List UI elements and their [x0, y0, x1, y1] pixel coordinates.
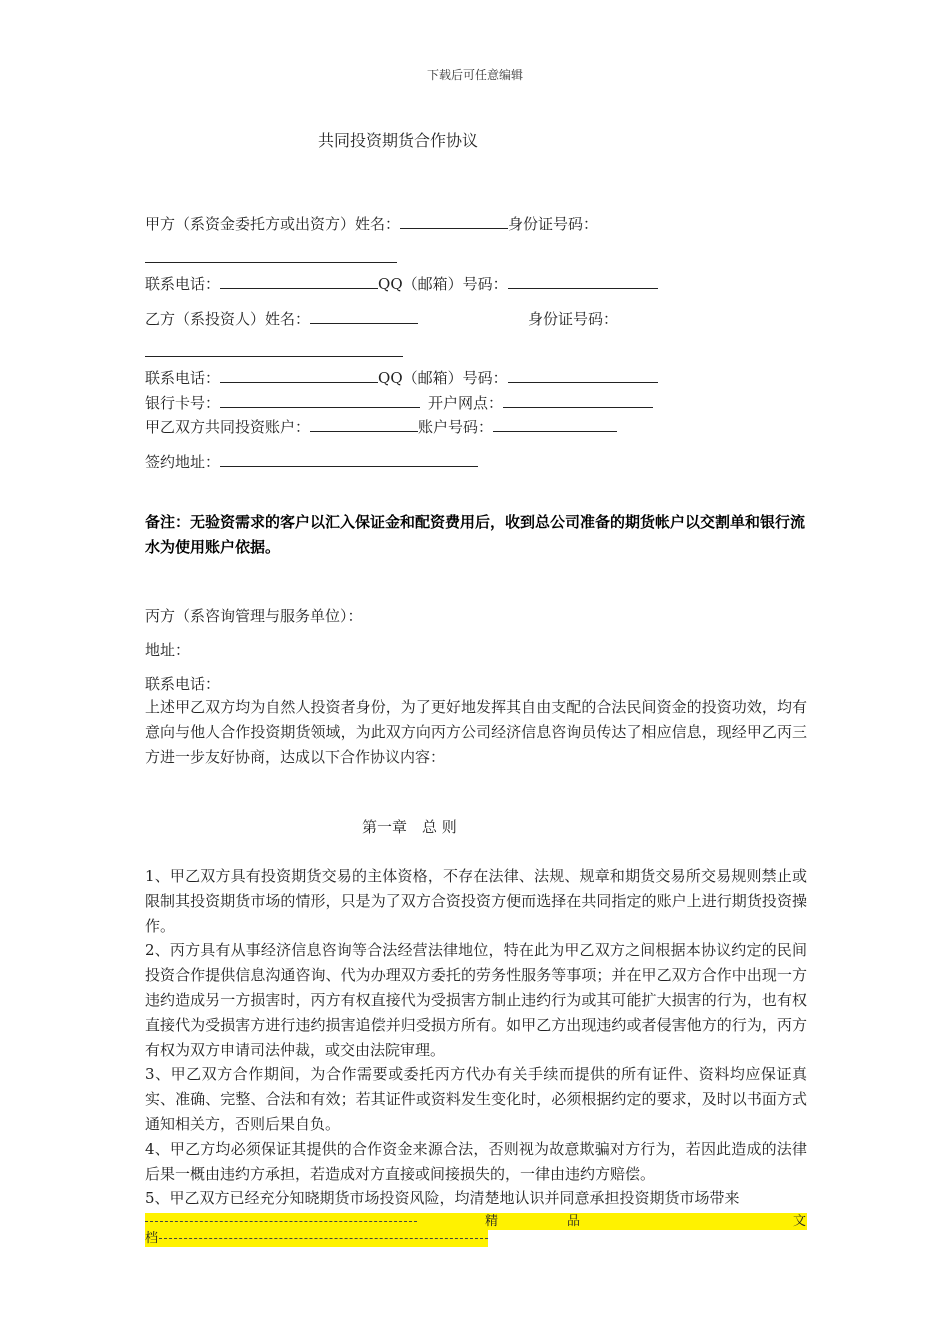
- clauses: [145, 864, 807, 1211]
- party-a-qq-field[interactable]: [508, 274, 658, 289]
- footer-word-1: 精: [485, 1214, 499, 1229]
- account-number-label: 账户号码：: [418, 418, 494, 436]
- bank-branch-field[interactable]: [503, 393, 653, 408]
- footer-row-1: [145, 1213, 807, 1230]
- party-a-qq-label: QQ（邮箱）号码：: [378, 275, 508, 293]
- clause-5: 5、甲乙双方已经充分知晓期货市场投资风险，均清楚地认识并同意承担投资期货市场带来: [145, 1189, 740, 1208]
- sign-address-row: [145, 451, 478, 472]
- joint-account-row: [145, 416, 617, 437]
- party-c-name-label: 丙方（系咨询管理与服务单位）：: [145, 607, 363, 625]
- party-b-phone-label: 联系电话：: [145, 369, 221, 387]
- clause-4: 4、甲乙方均必须保证其提供的合作资金来源合法，否则视为故意欺骗对方行为，若因此造成的法律后果一概由违约方承担，若造成对方直接或间接损失的，一律由违约方赔偿。: [145, 1139, 807, 1183]
- intro-paragraph: 上述甲乙双方均为自然人投资者身份，为了更好地发挥其自由支配的合法民间资金的投资功效，均有意向与他人合作投资期货领域，为此双方向丙方公司经济信息咨询员传达了相应信息，现经甲乙丙三方进一步友好协商，达成以下合作协议内容：: [145, 698, 807, 766]
- party-c-phone-label: 联系电话：: [145, 675, 221, 693]
- party-b-qq-field[interactable]: [508, 368, 658, 383]
- bank-card-label: 银行卡号：: [145, 394, 221, 412]
- party-a-id-label: 身份证号码：: [508, 215, 599, 233]
- footer-word-4: 档: [145, 1231, 159, 1246]
- footer-watermark: [145, 1213, 807, 1247]
- party-a-name-label: 甲方（系资金委托方或出资方）姓名：: [145, 215, 401, 233]
- party-a-id-field[interactable]: [145, 262, 397, 263]
- party-a-name-field[interactable]: [400, 214, 508, 229]
- bank-card-field[interactable]: [220, 393, 420, 408]
- document-title: 共同投资期货合作协议: [318, 131, 479, 150]
- joint-account-label: 甲乙双方共同投资账户：: [145, 418, 311, 436]
- party-b-qq-label: QQ（邮箱）号码：: [378, 369, 508, 387]
- party-b-bank-row: [145, 392, 653, 413]
- chapter-heading: 第一章 总 则: [362, 818, 457, 836]
- party-b-id-field[interactable]: [145, 356, 403, 357]
- party-b-name-label: 乙方（系投资人）姓名：: [145, 310, 311, 328]
- party-a-phone-label: 联系电话：: [145, 275, 221, 293]
- footer-row-2: [145, 1230, 488, 1247]
- sign-address-field[interactable]: [220, 452, 478, 467]
- footer-word-2: 品: [567, 1214, 581, 1229]
- account-number-field[interactable]: [493, 417, 617, 432]
- party-b-name-row: [145, 308, 618, 329]
- sign-address-label: 签约地址：: [145, 453, 221, 471]
- party-b-phone-field[interactable]: [220, 368, 378, 383]
- footer-word-3: 文: [793, 1214, 807, 1229]
- clause-1: 1、甲乙双方具有投资期货交易的主体资格，不存在法律、法规、规章和期货交易所交易规则禁止或限制其投资期货市场的情形，只是为了双方合资投资方便而选择在共同指定的账户上进行期货投资操作。: [145, 867, 807, 935]
- clause-3: 3、甲乙双方合作期间，为合作需要或委托丙方代办有关手续而提供的所有证件、资料均应保证真实、准确、完整、合法和有效；若其证件或资料发生变化时，必须根据约定的要求，及时以书面方式通知相关方，否则后果自负。: [145, 1065, 807, 1133]
- clause-2: 2、丙方具有从事经济信息咨询等合法经营法律地位，特在此为甲乙双方之间根据本协议约定的民间投资合作提供信息沟通咨询、代为办理双方委托的劳务性服务等事项；并在甲乙双方合作中出现一方违约造成另一方损害时，丙方有权直接代为受损害方制止违约行为或其可能扩大损害的行为，也有权直接代为受损害方进行违约损害追偿并归受损方所有。如甲乙方出现违约或者侵害他方的行为，丙方有权为双方申请司法仲裁，或交由法院审理。: [145, 941, 807, 1059]
- page-header: 下载后可任意编辑: [426, 68, 523, 82]
- joint-account-field[interactable]: [310, 417, 418, 432]
- party-b-contact-row: [145, 367, 658, 388]
- party-b-id-label: 身份证号码：: [528, 310, 619, 328]
- party-b-name-field[interactable]: [310, 309, 418, 324]
- party-a-phone-field[interactable]: [220, 274, 378, 289]
- party-a-name-row: [145, 213, 598, 234]
- party-a-contact-row: [145, 273, 658, 294]
- party-c-address-label: 地址：: [145, 641, 191, 659]
- note-text: 备注：无验资需求的客户以汇入保证金和配资费用后，收到总公司准备的期货帐户以交割单和银行流水为使用账户依据。: [145, 513, 806, 556]
- bank-branch-label: 开户网点：: [428, 394, 504, 412]
